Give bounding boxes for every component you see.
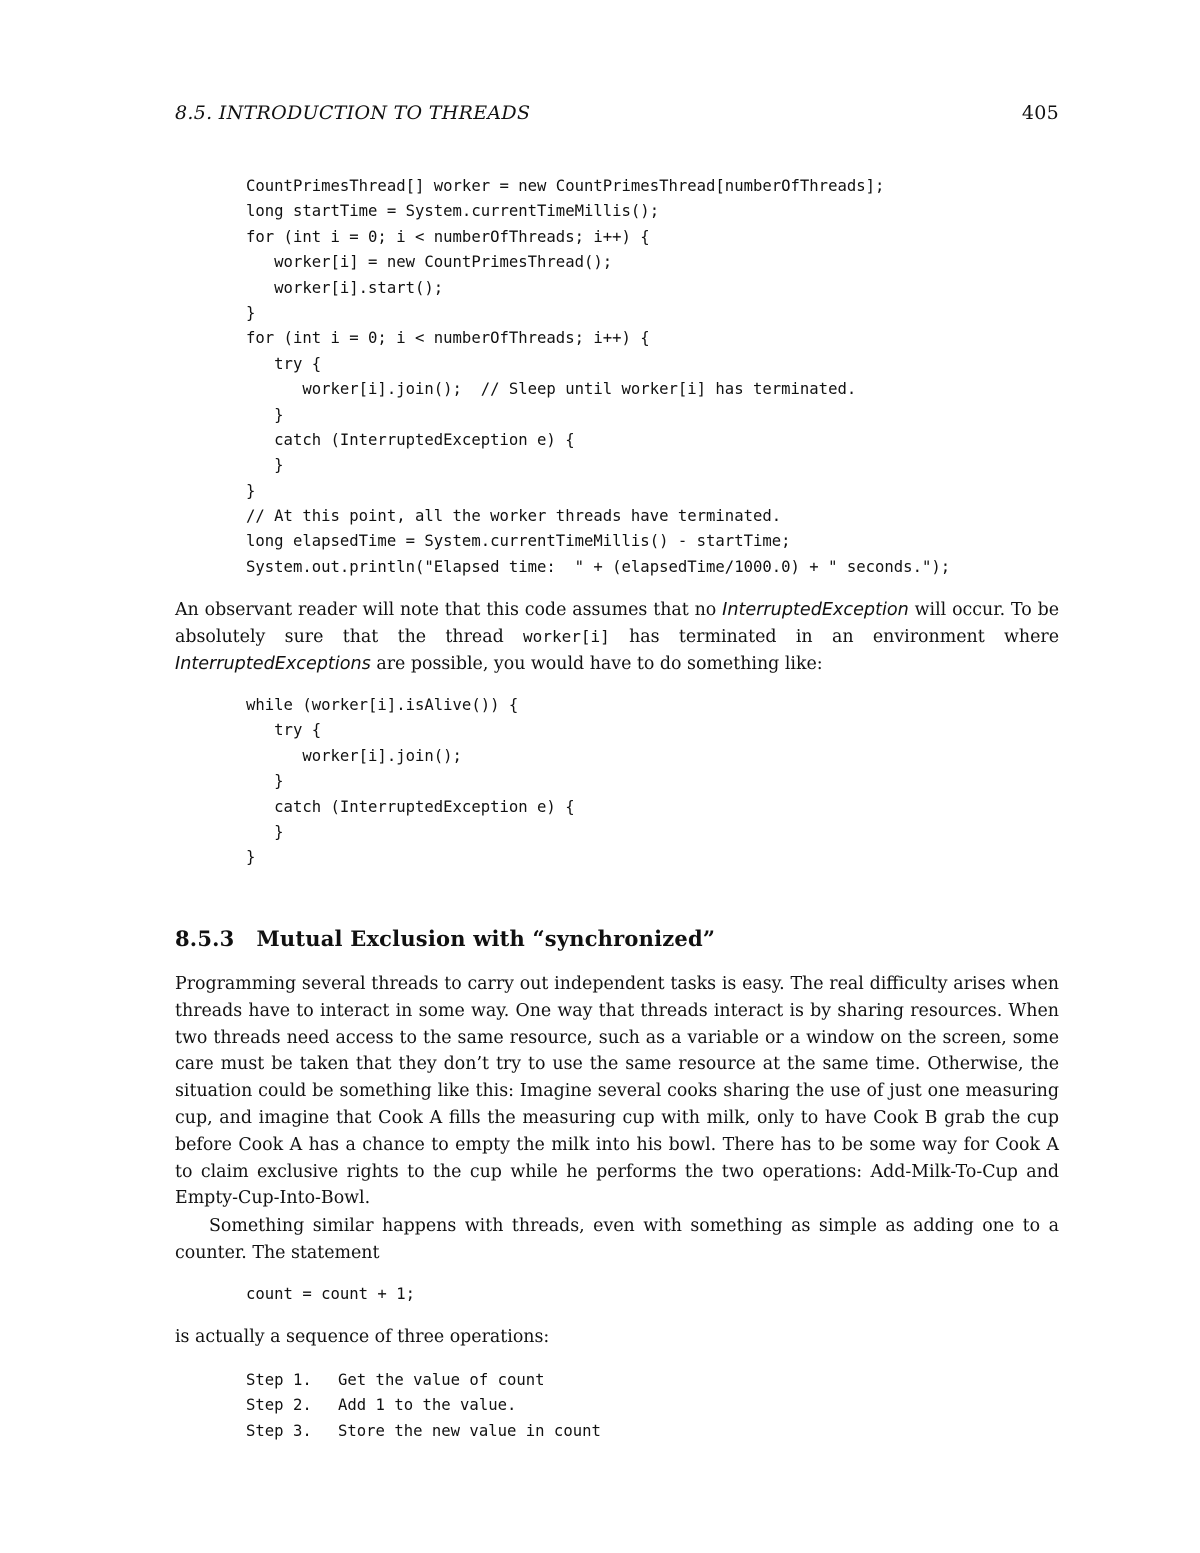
emphasis-class-name: InterruptedExceptions [175,653,371,674]
code-line: long elapsedTime = System.currentTimeMillis() - startTime; [246,532,791,551]
code-line: for (int i = 0; i < numberOfThreads; i++) { [246,329,650,348]
step-item [246,1368,601,1393]
code-line: worker[i] = new CountPrimesThread(); [246,253,613,272]
inline-code: worker[i] [523,626,610,646]
step-text: Get the value of count [338,1371,545,1389]
steps-list [246,1368,601,1444]
code-line: } [246,405,284,424]
step-text: Add 1 to the value. [338,1396,517,1415]
section-heading [175,926,715,951]
step-text: Store the new value in count [338,1421,601,1440]
code-line: } [246,303,256,322]
code-line: catch (InterruptedException e) { [246,797,575,816]
code-line: } [246,822,284,841]
step-label: Step 2. [246,1396,312,1415]
section-number: 8.5.3 [175,926,235,951]
code-line: System.out.println("Elapsed time: " + (elapsedTime/1000.0) + " seconds."); [246,557,951,576]
code-line: } [246,848,256,867]
section-title: Mutual Exclusion with “synchronized” [256,926,716,951]
code-line: } [246,456,284,475]
page-number: 405 [1021,102,1059,124]
paragraph-interrupted-exception [175,597,1059,677]
code-line: } [246,772,284,791]
paragraph-text: An observant reader will note that this code assumes that no [175,600,723,620]
code-line: worker[i].join(); // Sleep until worker[i] has terminated. [246,380,857,399]
code-line: try { [246,721,322,740]
running-header [175,102,1059,132]
code-line: try { [246,354,322,373]
paragraph-counter-example: Something similar happens with threads, even with something as simple as adding one to a counter. The statement [175,1216,1059,1263]
code-line: catch (InterruptedException e) { [246,430,575,449]
code-line: while (worker[i].isAlive()) { [246,696,519,714]
code-line: for (int i = 0; i < numberOfThreads; i++) { [246,227,650,246]
emphasis-class-name: InterruptedException [722,600,909,620]
code-line: long startTime = System.currentTimeMillis(); [246,202,660,221]
code-line: CountPrimesThread[] worker = new CountPrimesThread[numberOfThreads]; [246,177,885,195]
code-line: worker[i].join(); [246,746,462,765]
running-title: 8.5. INTRODUCTION TO THREADS [175,102,531,124]
code-line: // At this point, all the worker threads have terminated. [246,507,782,526]
paragraph-three-operations: is actually a sequence of three operations: [175,1327,550,1347]
step-label: Step 3. [246,1421,312,1440]
paragraph-mutual-exclusion: Programming several threads to carry out independent tasks is easy. The real difficulty arises when threads have to interact in some way. One way that threads interact is by sharing resources. When two threads need access to the same resource, such as a variable or a window on the screen, some care must be taken that they don’t try to use the same resource at the same time. Otherwise, the situation could be something like this: Imagine several cooks sharing the use of just one measuring cup, and imagine that Cook A fills the measuring cup with milk, only to have Cook B grab the cup before Cook A has a chance to empty the milk into his bowl. There has to be some way for Cook A to claim exclusive rights to the cup while he performs the two operations: Add-Milk-To-Cup and Empty-Cup-Into-Bowl. [175,974,1059,1209]
code-line: count = count + 1; [246,1285,415,1303]
step-item [246,1419,601,1444]
step-label: Step 1. [246,1371,312,1389]
paragraph-text: has terminated in an environment where [609,626,1060,647]
paragraph-text: are possible, you would have to do something like: [370,653,823,674]
paragraph-text: will occur. To be absolutely sure that the thread [175,600,1060,647]
code-block-thread-join [246,174,950,580]
code-block-isalive-loop [246,693,575,871]
code-line: worker[i].start(); [246,278,444,297]
code-line-count-increment [246,1282,415,1307]
step-item [246,1393,601,1418]
code-line: } [246,481,256,500]
